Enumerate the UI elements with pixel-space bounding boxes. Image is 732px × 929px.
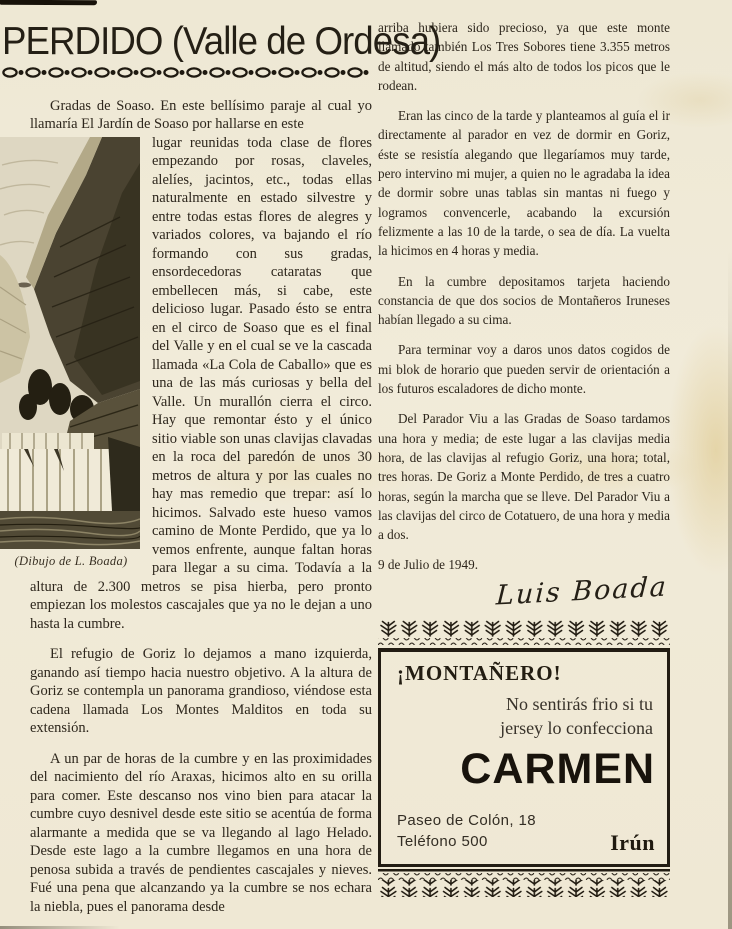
ad-address: Paseo de Colón, 18 <box>397 812 536 830</box>
signature: Luis Boada <box>495 571 669 612</box>
chain-ornament <box>2 66 372 85</box>
left-paragraph-1-head: Gradas de Soaso. En este bellísimo paraje al cual yo llamaría El Jardín de Soaso por hallarse en este <box>30 97 372 132</box>
right-paragraph-3: En la cumbre depositamos tarjeta haciendo constancia de que dos socios de Montañeros Iruneses habían llegado a su cima. <box>378 273 670 328</box>
left-paragraph-1-wrap: lugar reunidas toda clase de flores empezando por rosas, claveles, alelíes, jacintos, etc., todas ellas naturalmente en estado silvestre y entre todas estas flores de alegres y variados colores, va bajando el río formando con sus gradas, ensordecedoras cataratas que embellecen más, si cabe, este delicioso lugar. Pasado ésto se entra en el circo de Soaso que es el final del Valle y en el cual se ve la cascada llamada «La Cola de Caballo» que es una de las más curiosas y bella del Valle. Un murallón cierra el circo. Hay que remontar ésto y el único sitio viable son unas clavijas clavadas en la roca del paredón de unos 30 metros de altura y por las cuales no hay mas remedio que trepar: así lo hicimos. Salvado este hueso vamos camino de Monte Perdido, que ya lo vemos enfrente, aunque faltan horas para llegar a su cima. Todavía a la altura de 2.300 metros se pisa hierba, pero pronto empiezan los molestos cascajales que ya no le dejan a uno hasta la cumbre. <box>30 134 372 632</box>
figure-caption: (Dibujo de L. Boada) <box>14 553 128 568</box>
ad-pitch <box>397 692 655 740</box>
right-paragraph-1: arriba hubiera sido precioso, ya que este monte llamado también Los Tres Sobores tiene 3.355 metros de altitud, siendo el más alto de todos los picos que le rodean. <box>378 20 670 93</box>
ad-brand: CARMEN <box>460 745 655 794</box>
ad-pitch-line-2: jersey lo confecciona <box>500 718 653 739</box>
right-paragraph-2: Eran las cinco de la tarde y planteamos al guía el ir directamente al parador en vez de dormir en Goriz, éste se resistía alegando que llegaríamos muy tarde, pero intervino mi mujer, a quien no le agradaba la idea de dormir sobre unas tablas sin mantas ni fuego y logramos convencerle, acabando la excursión felizmente a las 10 de la tarde, o sea de día. La vuelta la hicimos en 4 horas y media. <box>378 108 670 259</box>
page-title: PERDIDO (Valle de Ordesa) <box>2 20 441 63</box>
right-paragraph-5: Del Parador Viu a las Gradas de Soaso tardamos una hora y media; de este lugar a las clavijas media hora, de las clavijas al refugio Goriz, una hora; total, tres horas. De Goriz a Monte Perdido, de tres a cuatro horas, según la marcha que se lleve. Del Parador Viu a las clavijas del circo de Cotatuero, de una hora y media a dos. <box>378 411 670 543</box>
left-paragraph-3: A un par de horas de la cumbre y en las proximidades del nacimiento del río Araxas, hicimos alto en su orilla para comer. Este descanso nos vino bien para atacar la cumbre cuyo desnivel desde este sitio se acentúa de forma alarmante a medida que se va llegando al lago Helado. Desde este lago a la cumbre llegamos en una hora de penosa subida a través de pendientes cascajales y nieves. Fué una pena que alcanzando ya la cumbre se nos echara la niebla, pues el panorama desde <box>30 750 372 915</box>
plant-border-bottom <box>378 869 670 897</box>
ad-headline: ¡MONTAÑERO! <box>397 661 562 686</box>
right-column <box>378 10 670 916</box>
date-line: 9 de Julio de 1949. <box>378 557 478 573</box>
figure <box>0 137 142 569</box>
ad-bottom-row <box>397 810 655 856</box>
advertisement <box>378 620 670 897</box>
plant-border-top <box>378 620 670 646</box>
ad-pitch-line-1: No sentirás frio si tu <box>506 694 653 715</box>
left-paragraph-2: El refugio de Goriz lo dejamos a mano izquierda, ganando así tiempo hacia nuestro objetivo. A la altura de Goriz se contempla un panorama grandioso, viéndose esta cadena llamada Los Montes Malditos en toda su extensión. <box>30 646 372 736</box>
scan-artifact-right-edge <box>728 250 732 929</box>
title-block <box>2 20 441 85</box>
ad-phone: Teléfono 500 <box>397 833 488 851</box>
ad-contact <box>397 810 536 852</box>
right-paragraph-4: Para terminar voy a daros unos datos cogidos de mi blok de horario que pueden servir de orientación a los futuros escaladores de dicho monte. <box>378 342 670 397</box>
waterfall-illustration <box>0 137 140 549</box>
scan-artifact-top <box>0 0 97 5</box>
ad-box <box>378 648 670 867</box>
ad-city: Irún <box>610 830 655 856</box>
